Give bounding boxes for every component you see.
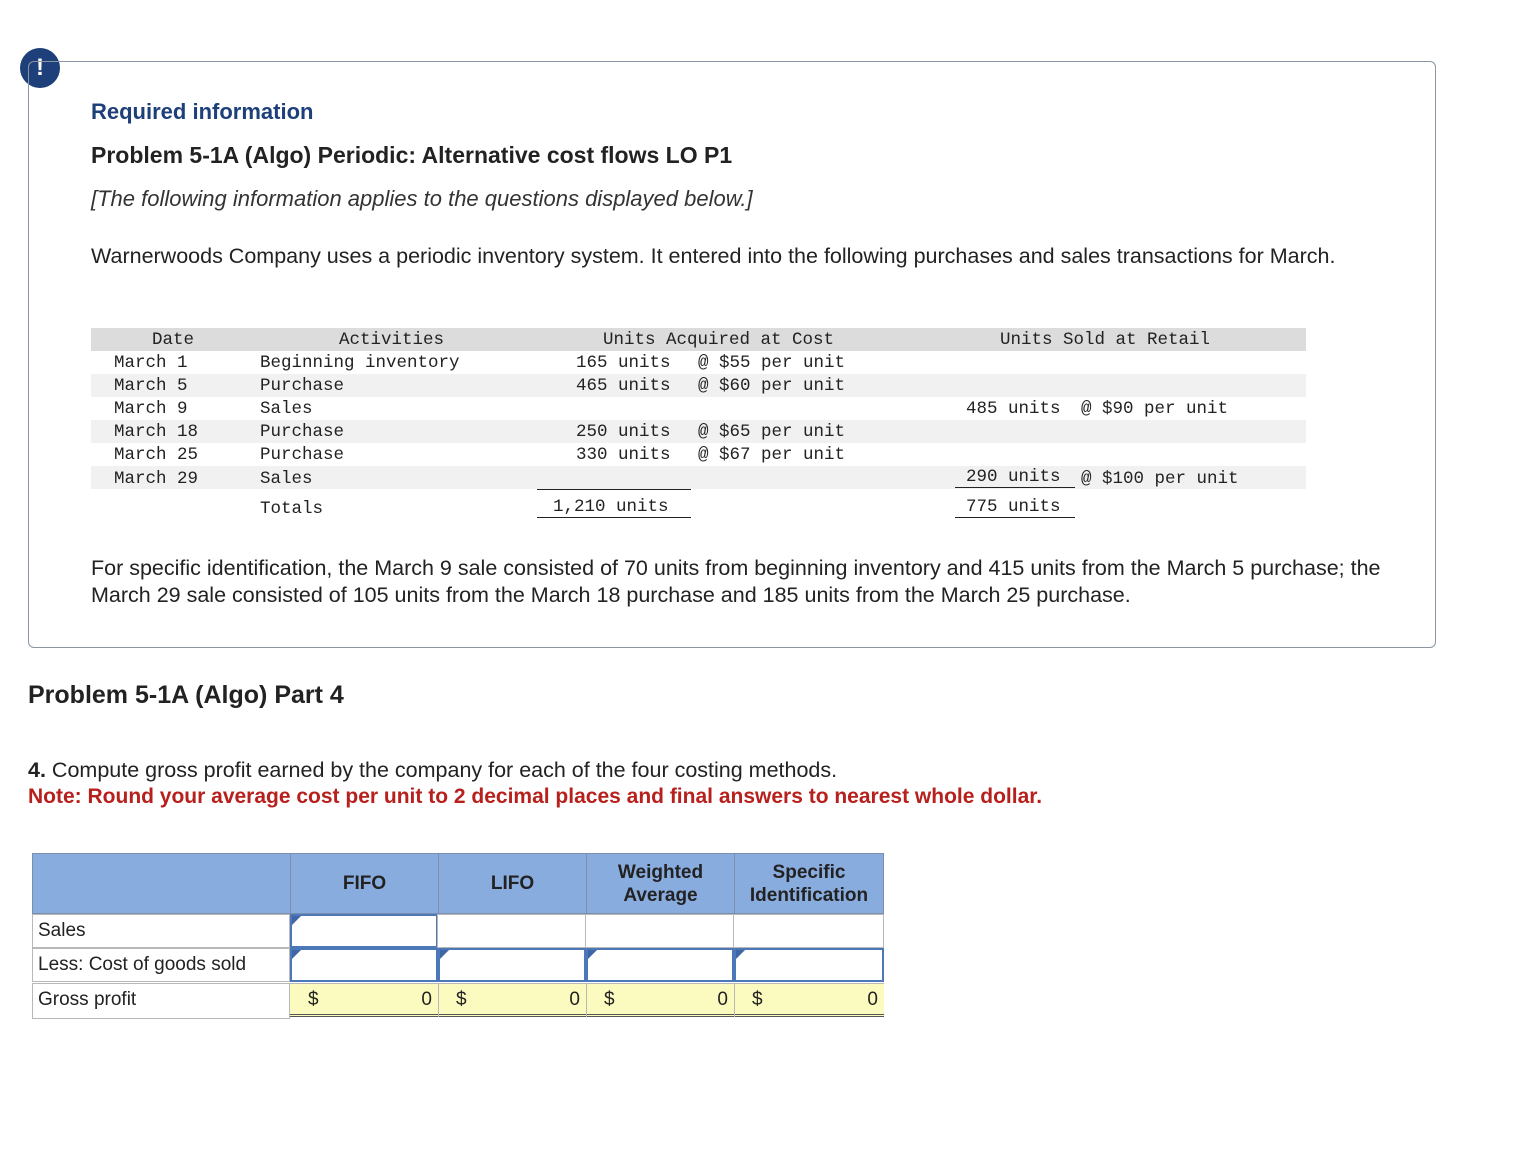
col-header-activities: Activities [339, 330, 445, 350]
col-header-fifo: FIFO [342, 873, 387, 894]
currency-symbol: $ [456, 989, 467, 1010]
row-date: March 29 [114, 469, 199, 489]
question-number: 4. [28, 758, 46, 782]
totals-label: Totals [260, 499, 324, 519]
row-activity: Purchase [260, 422, 345, 442]
question-text [28, 758, 837, 783]
gross-profit-value: 0 [569, 989, 580, 1010]
row-acquired-units: 330 units [576, 445, 671, 465]
header-blank-cell [32, 853, 291, 914]
currency-symbol: $ [752, 989, 763, 1010]
question-body: Compute gross profit earned by the company for each of the four costing methods. [51, 758, 838, 782]
input-cogs-weighted-average[interactable] [586, 948, 734, 982]
input-marker-icon [440, 950, 449, 959]
row-acquired-units: 250 units [576, 422, 671, 442]
row-acquired-units: 165 units [576, 353, 671, 373]
required-info-heading: Required information [91, 99, 314, 124]
row-date: March 1 [114, 353, 188, 373]
column-divider [438, 983, 439, 1017]
row-acquired-cost: @ $55 per unit [698, 353, 846, 373]
totals-acquired: 1,210 units [537, 497, 691, 518]
alert-icon: ! [20, 48, 60, 88]
gross-profit-fifo [290, 983, 438, 1017]
gross-profit-weighted-average [586, 983, 734, 1017]
input-sales-fifo[interactable] [290, 914, 438, 948]
input-marker-icon [588, 950, 597, 959]
totals-sold: 775 units [955, 497, 1075, 518]
row-acquired-cost: @ $65 per unit [698, 422, 846, 442]
row-label-cogs: Less: Cost of goods sold [32, 948, 290, 982]
col-header-date: Date [152, 330, 195, 350]
row-acquired-cost: @ $67 per unit [698, 445, 846, 465]
col-header-acquired: Units Acquired at Cost [603, 330, 835, 350]
totals-rule [537, 489, 691, 490]
gross-profit-specific-id [734, 983, 884, 1017]
answer-table [32, 853, 884, 1019]
row-date: March 9 [114, 399, 188, 419]
cell-sales-specific-id [733, 914, 884, 948]
cell-sales-lifo [437, 914, 586, 948]
row-activity: Purchase [260, 445, 345, 465]
row-date: March 25 [114, 445, 199, 465]
input-cogs-specific-id[interactable] [734, 948, 884, 982]
rounding-note: Note: Round your average cost per unit to 2 decimal places and final answers to nearest whole dollar. [28, 785, 1043, 808]
part-title: Problem 5-1A (Algo) Part 4 [28, 681, 344, 709]
col-header-lifo: LIFO [490, 873, 535, 894]
row-sold-price: @ $90 per unit [1081, 399, 1229, 419]
row-acquired-cost: @ $60 per unit [698, 376, 846, 396]
col-header-specific-identification: Specific Identification [749, 861, 869, 906]
row-activity: Sales [260, 469, 313, 489]
row-sold-price: @ $100 per unit [1081, 469, 1239, 489]
input-cogs-fifo[interactable] [290, 948, 438, 982]
input-marker-icon [292, 916, 301, 925]
row-activity: Purchase [260, 376, 345, 396]
row-sold-units: 290 units [955, 467, 1075, 488]
row-date: March 18 [114, 422, 199, 442]
row-activity: Beginning inventory [260, 353, 460, 373]
input-cogs-lifo[interactable] [438, 948, 586, 982]
row-label-gross-profit: Gross profit [32, 983, 290, 1019]
gross-profit-value: 0 [421, 989, 432, 1010]
row-acquired-units: 465 units [576, 376, 671, 396]
row-date: March 5 [114, 376, 188, 396]
gross-profit-value: 0 [867, 989, 878, 1010]
gross-profit-lifo [438, 983, 586, 1017]
row-label-sales: Sales [32, 914, 290, 948]
problem-title: Problem 5-1A (Algo) Periodic: Alternative cost flows LO P1 [91, 142, 733, 168]
col-header-sold: Units Sold at Retail [1000, 330, 1211, 350]
row-activity: Sales [260, 399, 313, 419]
currency-symbol: $ [604, 989, 615, 1010]
intro-note: [The following information applies to the questions displayed below.] [91, 186, 753, 211]
cell-sales-weighted-average [585, 914, 734, 948]
input-marker-icon [292, 950, 301, 959]
column-divider [734, 983, 735, 1017]
currency-symbol: $ [308, 989, 319, 1010]
gross-profit-value: 0 [717, 989, 728, 1010]
input-marker-icon [736, 950, 745, 959]
scenario-paragraph: Warnerwoods Company uses a periodic inventory system. It entered into the following purchases and sales transactions for March. [91, 244, 1336, 268]
column-divider [586, 983, 587, 1017]
specific-id-paragraph: For specific identification, the March 9 sale consisted of 70 units from beginning inventory and 415 units from the March 5 purchase; the March 29 sale consisted of 105 units from the March 18 purchase and 185 units from the March 25 purchase. [91, 556, 1381, 607]
row-sold-units: 485 units [966, 399, 1061, 419]
col-header-weighted-average: Weighted Average [617, 861, 704, 906]
